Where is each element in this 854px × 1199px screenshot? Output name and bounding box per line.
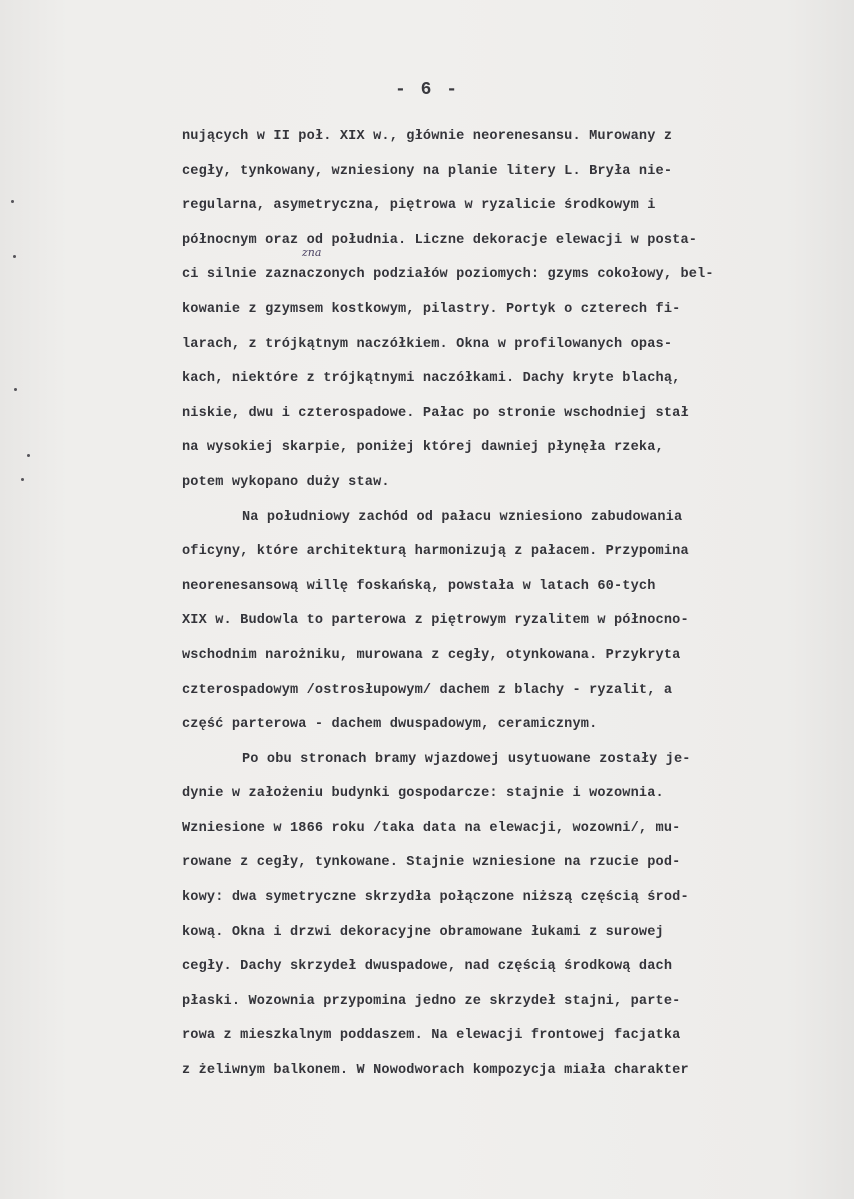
text-line: nujących w II poł. XIX w., głównie neorenesansu. Murowany z xyxy=(182,129,673,144)
text-line: Po obu stronach bramy wjazdowej usytuowane zostały je- xyxy=(242,751,691,767)
text-line: XIX w. Budowla to parterowa z piętrowym ryzalitem w północno- xyxy=(182,613,689,629)
text-line: płaski. Wozownia przypomina jedno ze skrzydeł stajni, parte- xyxy=(182,993,681,1009)
text-line: oficyny, które architekturą harmonizują z pałacem. Przypomina xyxy=(182,544,689,560)
text-line: potem wykopano duży staw. xyxy=(182,474,390,490)
typewritten-body xyxy=(182,120,830,1089)
text-line: rowa z mieszkalnym poddaszem. Na elewacji frontowej facjatka xyxy=(182,1028,681,1044)
text-line: regularna, asymetryczna, piętrowa w ryzalicie środkowym i xyxy=(182,198,656,214)
text-line: Wzniesione w 1866 roku /taka data na elewacji, wozowni/, mu- xyxy=(182,820,681,836)
text-line: dynie w założeniu budynki gospodarcze: stajnie i wozownia. xyxy=(182,786,664,802)
text-line: kowanie z gzymsem kostkowym, pilastry. Portyk o czterech fi- xyxy=(182,301,681,317)
text-line: niskie, dwu i czterospadowe. Pałac po stronie wschodniej stał xyxy=(182,405,689,421)
margin-dots xyxy=(0,0,40,1199)
text-line: północnym oraz od południa. Liczne dekoracje elewacji w posta- xyxy=(182,232,698,248)
text-line: na wysokiej skarpie, poniżej której dawniej płynęła rzeka, xyxy=(182,440,664,456)
text-line: wschodnim narożniku, murowana z cegły, otynkowana. Przykryta xyxy=(182,647,681,663)
margin-dot xyxy=(11,200,14,203)
margin-dot xyxy=(14,388,17,391)
margin-dot xyxy=(21,478,24,481)
page-number: - 6 - xyxy=(394,80,459,100)
text-line: larach, z trójkątnym naczółkiem. Okna w profilowanych opas- xyxy=(182,336,673,352)
text-line: cegły, tynkowany, wzniesiony na planie litery L. Bryła nie- xyxy=(182,163,673,179)
text-line: cegły. Dachy skrzydeł dwuspadowe, nad częścią środkową dach xyxy=(182,959,673,975)
text-line: neorenesansową willę foskańską, powstała w latach 60-tych xyxy=(182,578,656,594)
text-line: Na południowy zachód od pałacu wzniesiono zabudowania xyxy=(242,509,683,525)
text-line: ci silnie zaznaczonych podziałów poziomych: gzyms cokołowy, bel- xyxy=(182,267,714,283)
margin-dot xyxy=(27,454,30,457)
text-line: kach, niektóre z trójkątnymi naczółkami. Dachy kryte blachą, xyxy=(182,371,681,387)
text-line: rowane z cegły, tynkowane. Stajnie wzniesione na rzucie pod- xyxy=(182,855,681,871)
margin-dot xyxy=(13,255,16,258)
text-line: kowy: dwa symetryczne skrzydła połączone niższą częścią środ- xyxy=(182,890,689,906)
text-line: część parterowa - dachem dwuspadowym, ceramicznym. xyxy=(182,717,598,733)
text-line: kową. Okna i drzwi dekoracyjne obramowane łukami z surowej xyxy=(182,924,664,940)
text-line: z żeliwnym balkonem. W Nowodworach kompozycja miała charakter xyxy=(182,1063,689,1079)
text-line: czterospadowym /ostrosłupowym/ dachem z blachy - ryzalit, a xyxy=(182,682,673,698)
handwritten-correction: zna xyxy=(302,246,322,259)
